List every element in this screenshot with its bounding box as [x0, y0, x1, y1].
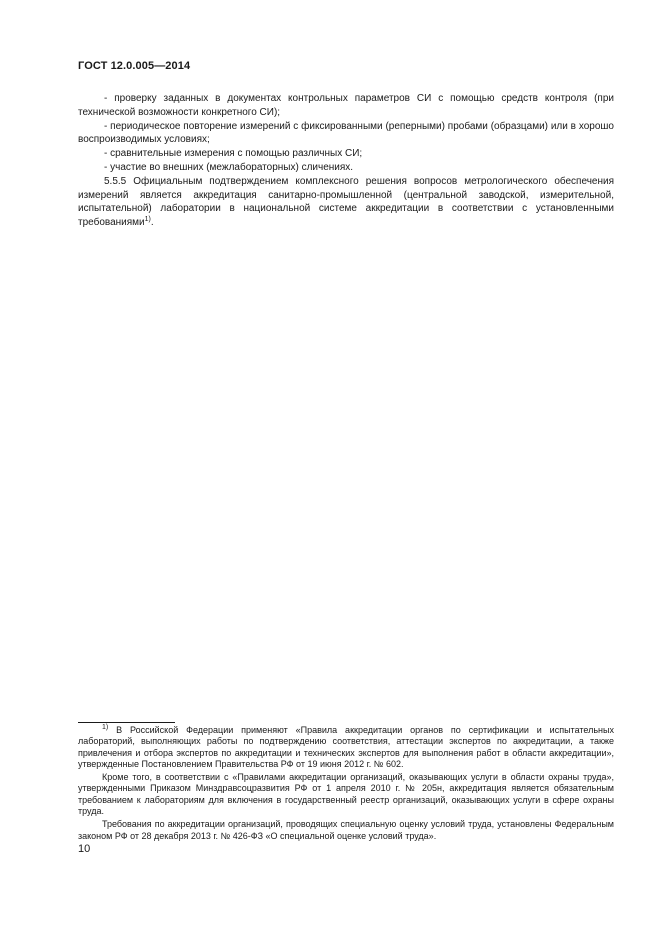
standard-header: ГОСТ 12.0.005—2014: [78, 60, 191, 72]
footnote-para: Требования по аккредитации организаций, проводящих специальную оценку условий труда, установлены Федеральным законом РФ от 28 декабря 2013 г. № 426-ФЗ «О специальной оценке условий труда».: [78, 819, 614, 841]
clause-5-5-5: [78, 175, 614, 230]
list-item: - сравнительные измерения с помощью различных СИ;: [104, 148, 363, 160]
footnote-1: [78, 725, 614, 770]
footnote-divider: [78, 722, 175, 723]
page-number: 10: [78, 843, 91, 855]
clause-end: .: [150, 217, 154, 229]
footnotes: [78, 722, 614, 842]
footnote-mark: 1): [102, 724, 109, 731]
clause-text: 5.5.5 Официальным подтверждением комплексного решения вопросов метрологического обеспечения измерений является аккредитация санитарно-промышленной (центральной заводской, измерительной, испытательной) лаборатории в национальной системе аккредитации в соответствии с установленными требованиями: [78, 175, 614, 229]
footnote-ref: 1): [144, 216, 151, 224]
body-text: [78, 92, 614, 230]
list-item: - участие во внешних (межлабораторных) сличениях.: [104, 161, 354, 173]
footnote-para: Кроме того, в соответствии с «Правилами аккредитации организаций, оказывающих услуги в области охраны труда», утвержденными Приказом Минздравсоцразвития РФ от 1 апреля 2010 г. № 205н, аккредитация является обязательным требованием к лабораториям для включения в государственный реестр организаций, оказывающих услуги в сфере охраны труда.: [78, 772, 614, 817]
footnote-text: В Российской Федерации применяют «Правила аккредитации органов по сертификации и испытательных лабораторий, выполняющих работы по подтверждению соответствия, аттестации экспертов по аккредитации, а также привлечения и отбора экспертов по аккредитации и технических экспертов для выполнения работ в области аккредитации», утвержденные Постановлением Правительства РФ от 19 июня 2012 г. № 602.: [78, 725, 614, 769]
list-item: - проверку заданных в документах контрольных параметров СИ с помощью средств контроля (при технической возможности конкретного СИ);: [78, 93, 614, 118]
list-item: - периодическое повторение измерений с фиксированными (реперными) пробами (образцами) или в хорошо воспроизводимых условиях;: [78, 120, 614, 146]
